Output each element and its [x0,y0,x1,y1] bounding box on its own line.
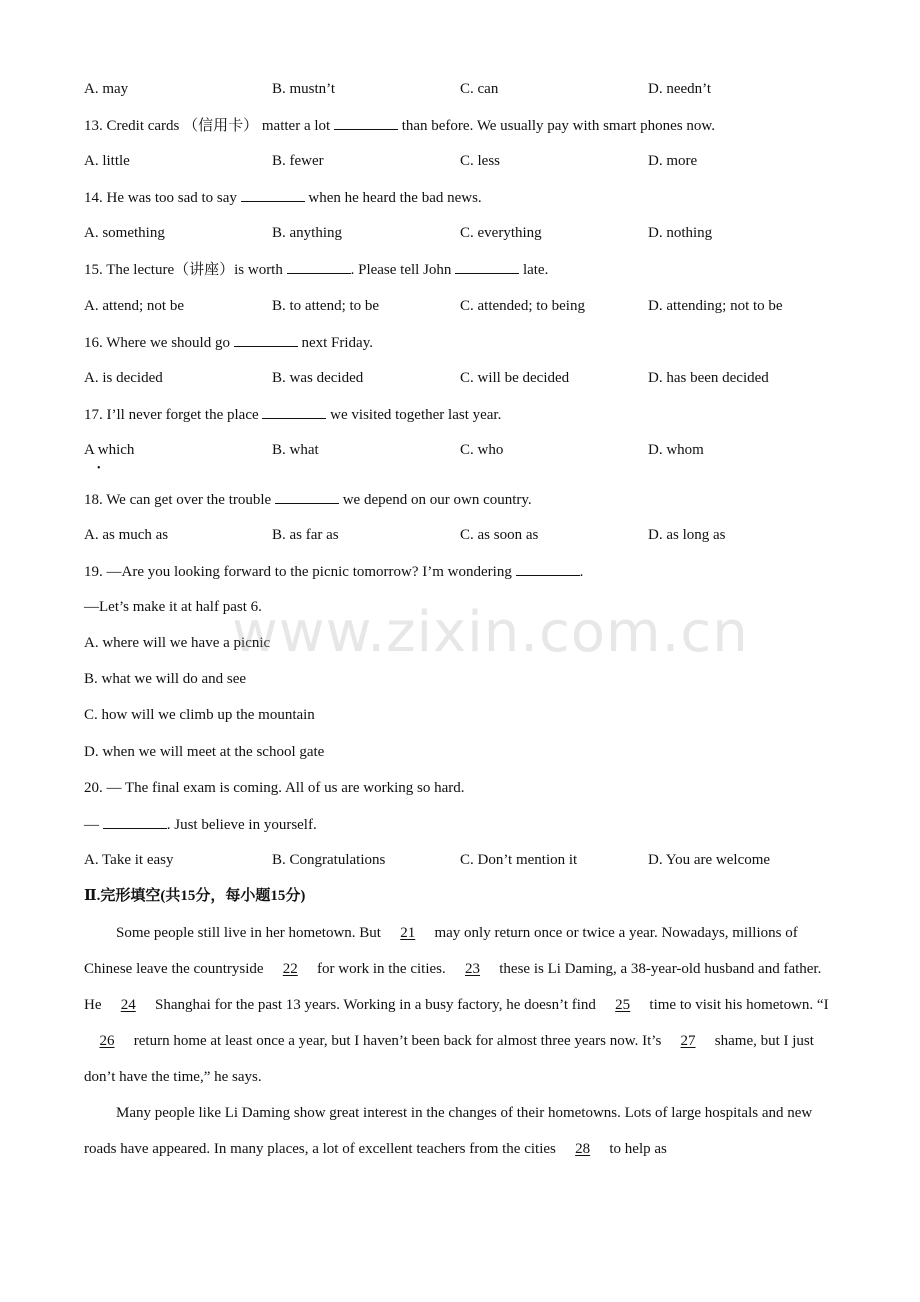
option-d: D. attending; not to be [648,298,783,314]
answer-blank [241,187,305,202]
q13-options [84,151,844,171]
answer-blank [262,404,326,419]
passage-paragraph-1: Some people still live in her hometown. But 21 may only return once or twice a year. Nowadays, millions of Chinese leave the countryside 22 for work in the cities. 23 these is Li Daming, a 38-year-old husband and father. He 24 Shanghai for the past 13 years. Working in a busy factory, he doesn’t find 25 time to visit his hometown. “I 26 return home at least once a year, but I haven’t been back for almost three years now. It’s 27 shame, but I just don’t have the time,” he says. [84,915,834,1095]
question-16: 16. Where we should go next Friday. [84,332,373,353]
option-b: B. to attend; to be [272,298,380,314]
option-a: A which [84,442,135,458]
option-b: B. was decided [272,370,364,386]
question-19-reply: —Let’s make it at half past 6. [84,599,262,615]
option-a: A. is decided [84,370,163,386]
option-b: B. what [272,442,319,458]
option-c: C. everything [460,225,542,241]
option-d: D. needn’t [648,81,712,97]
cloze-blank-25: 25 [615,997,631,1013]
question-15: 15. The lecture（讲座）is worth . Please tell John late. [84,259,548,280]
question-19: 19. —Are you looking forward to the picnic tomorrow? I’m wondering . [84,561,583,582]
watermark-text: www.zixin.com.cn [232,600,749,665]
option-c: C. who [460,442,504,458]
option-d: D. You are welcome [648,852,771,868]
cloze-blank-22: 22 [282,961,298,977]
option-b: B. mustn’t [272,81,336,97]
q20-options [84,850,844,870]
question-18: 18. We can get over the trouble we depend on our own country. [84,489,532,510]
q18-options [84,525,844,545]
cloze-blank-23: 23 [465,961,480,977]
option-d: D. when we will meet at the school gate [84,744,325,760]
q17-options [84,440,844,460]
option-c: C. how will we climb up the mountain [84,707,315,723]
option-a: A. where will we have a picnic [84,635,271,651]
option-a: A. Take it easy [84,852,174,868]
option-d: D. whom [648,442,704,458]
answer-blank [455,259,519,274]
question-20: 20. — The final exam is coming. All of us are working so hard. [84,780,465,796]
q15-options [84,296,844,316]
question-17: 17. I’ll never forget the place we visited together last year. [84,404,501,425]
cloze-blank-21: 21 [400,925,416,941]
cloze-blank-24: 24 [120,997,136,1013]
cloze-blank-28: 28 [575,1141,591,1157]
option-c: C. can [460,81,499,97]
option-a: A. something [84,225,165,241]
cloze-blank-27: 27 [680,1033,696,1049]
question-14: 14. He was too sad to say when he heard the bad news. [84,187,482,208]
option-c: C. less [460,153,501,169]
answer-blank [103,814,167,829]
q16-options [84,368,844,388]
section-heading: Ⅱ.完形填空(共15分，每小题15分) [84,888,306,904]
option-c: C. Don’t mention it [460,852,578,868]
passage-paragraph-2: Many people like Li Daming show great interest in the changes of their hometowns. Lots of large hospitals and new roads have appeared. In many places, a lot of excellent teachers from the cities 28 to help as [84,1095,834,1167]
option-a: A. little [84,153,130,169]
answer-blank [234,332,298,347]
option-a: A. attend; not be [84,298,184,314]
answer-blank [275,489,339,504]
option-d: D. more [648,153,698,169]
cloze-blank-26: 26 [99,1033,115,1049]
option-a: A. as much as [84,527,169,543]
option-b: B. anything [272,225,342,241]
option-d: D. nothing [648,225,713,241]
option-c: C. will be decided [460,370,570,386]
option-c: C. attended; to being [460,298,585,314]
option-c: C. as soon as [460,527,539,543]
answer-blank [287,259,351,274]
option-d: D. has been decided [648,370,769,386]
option-d: D. as long as [648,527,726,543]
question-20-reply: — . Just believe in yourself. [84,814,317,835]
stray-dot: • [97,463,101,474]
q14-options [84,223,844,243]
option-b: B. what we will do and see [84,671,247,687]
answer-blank [516,561,580,576]
option-b: B. as far as [272,527,339,543]
option-a: A. may [84,81,129,97]
question-13: 13. Credit cards （信用卡） matter a lot than before. We usually pay with smart phones now. [84,115,715,136]
answer-blank [334,115,398,130]
q12-options [84,79,844,99]
option-b: B. Congratulations [272,852,386,868]
option-b: B. fewer [272,153,324,169]
